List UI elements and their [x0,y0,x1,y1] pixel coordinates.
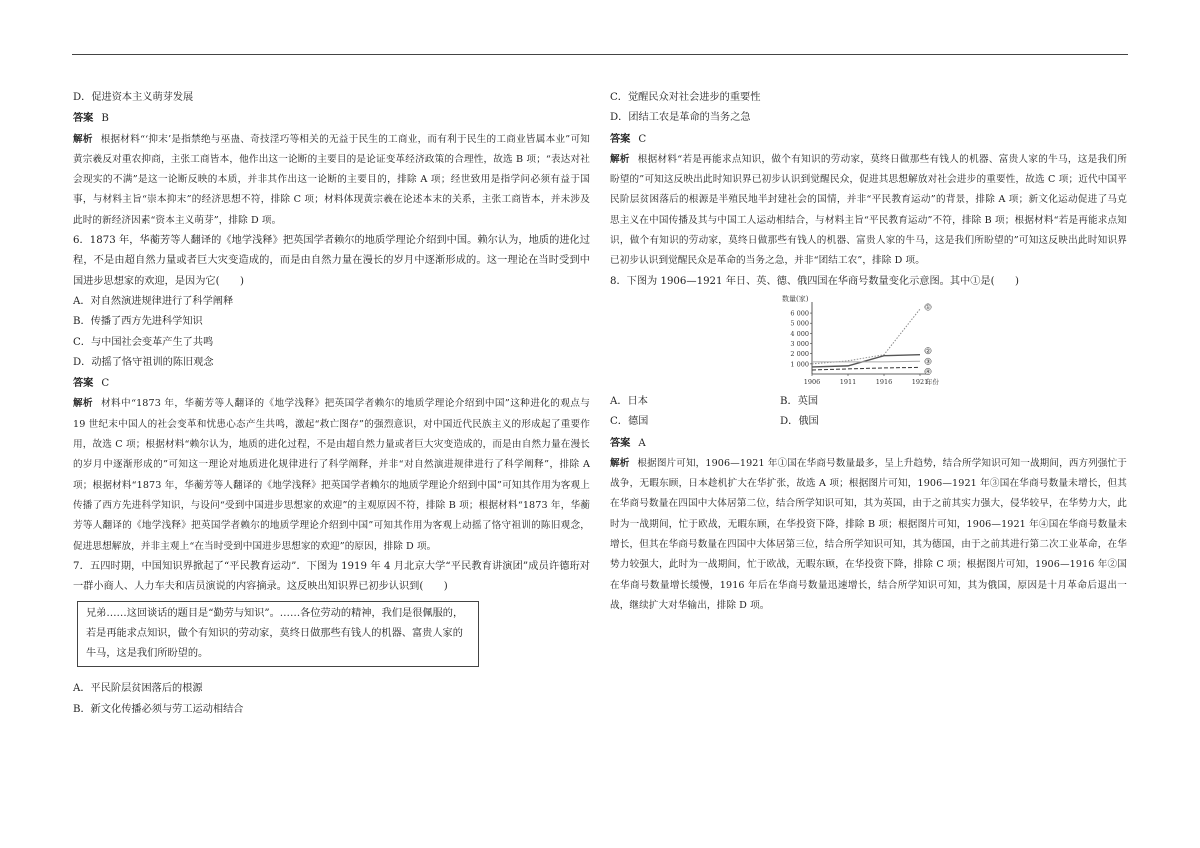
series-line-4 [812,367,920,370]
series-label-4: ④ [925,368,931,376]
y-tick-label: 4 000 [790,329,809,338]
q7-option-d: D．团结工农是革命的当务之急 [610,112,751,124]
q6-answer-value: C [101,378,110,390]
x-tick-label: 1906 [803,377,821,386]
y-tick-label: 2 000 [790,350,809,359]
q6-explanation-text: 材料中“1873 年，华蘅芳等人翻译的《地学浅释》把英国学者赖尔的地质学理论介绍到中国”这种进化的观点与 19 世纪末中国人的社会变革和忧患心态产生共鸣，激起“救亡图存”的强烈意识，对中国近代民族主义的形成起了重要作用，故选 C 项；根据材料“赖尔认为，地质的进化过程，不是由超自然力量或者巨大灾变造成的，而是由自然力量在漫长的岁月中逐渐形成的”可知这一理论对地质进化规律进行了科学阐释，并非“对自然演进规律进行了科学阐释”，排除 A 项；根据材料“1873 年，华蘅芳等人翻译的《地学浅释》把英国学者赖尔的地质学理论介绍到中国”可知其作用为客观上传播了西方先进科学知识，与设问“受到中国进步思想家的欢迎”的主观原因不符，排除 B 项；根据材料“1873 年，华蘅芳等人翻译的《地学浅释》把英国学者赖尔的地质学理论介绍到中国”可知其作用为客观上动摇了恪守祖训的陈旧观念，促进思想解放，并非主观上“在当时受到中国进步思想家的欢迎”的原因，排除 D 项。 [73,398,590,552]
y-tick-label: 3 000 [790,340,809,349]
q8-option-c: C．德国 [610,416,649,428]
q8-option-b: B．英国 [780,395,819,407]
q6-option-b: B．传播了西方先进科学知识 [73,316,203,328]
y-axis-label: 数量(家) [782,294,809,303]
series-line-3 [812,361,920,362]
q7-explanation-text: 根据材料“若是再能求点知识，做个有知识的劳动家，莫终日做那些有钱人的机器、富贵人家的牛马，这是我们所盼望的”可知这反映出此时知识界已初步认识到觉醒民众，促进其思想解放对社会进步的重要性，故选 C 项；近代中国平民阶层贫困落后的根源是半殖民地半封建社会的国情，并非“平民教育运动”的背景，排除 A 项；新文化运动促进了马克思主义在中国传播及其与中国工人运动相结合，与材料主旨“平民教育运动”不符，排除 B 项；根据材料“若是再能求点知识，做个有知识的劳动家，莫终日做那些有钱人的机器、富贵人家的牛马，这是我们所盼望的”可知这反映出此时知识界已初步认识到觉醒民众是革命的当务之急，并非“团结工农”，排除 D 项。 [610,153,1127,267]
explanation-label: 解析 [73,398,94,410]
q6-explanation [73,394,590,556]
q5-answer [73,108,590,129]
q7-stem: 7．五四时期，中国知识界掀起了“平民教育运动”．下图为 1919 年 4 月北京大学“平民教育讲演团”成员许德珩对一群小商人、人力车夫和店员演说的内容摘录。这反映出知识界已初步认识到( ) [73,560,590,593]
q5-explanation-text: 根据材料“‘抑末’是指禁绝与巫蛊、奇技淫巧等相关的无益于民生的工商业，而有利于民生的工商业皆属本业”可知黄宗羲反对重农抑商，主张工商皆本，他作出这一论断的主要目的是论证变革经济政策的合理性，故选 B 项；“表达对社会现实的不满”是这一论断反映的本质，并非其作出这一论断的主要目的，排除 A 项；经世致用是指学问必须有益于国事，与材料主旨“崇本抑末”的经济思想不符，排除 C 项；材料体现黄宗羲在论述本末的关系，主张工商皆本，并未涉及此时的新经济因素“资本主义萌芽”，排除 D 项。 [73,133,591,226]
q6-answer [73,373,590,394]
q8-options-row1 [610,392,1127,412]
series-line-2 [812,355,920,367]
q8-stem: 8．下图为 1906—1921 年日、英、德、俄四国在华商号数量变化示意图。其中①是( ) [610,275,1019,287]
q5-option-d: D．促进资本主义萌芽发展 [73,92,194,103]
q7-option-c: C．觉醒民众对社会进步的重要性 [610,92,761,103]
q7-answer-value: C [638,133,647,145]
explanation-label: 解析 [610,457,630,469]
q6-option-a: A．对自然演进规律进行了科学阐释 [73,295,234,307]
left-column [73,88,590,720]
x-tick-label: 1921 [911,377,929,386]
answer-label: 答案 [610,436,631,449]
q7-explanation [610,150,1127,272]
q6-stem: 6．1873 年，华蘅芳等人翻译的《地学浅释》把英国学者赖尔的地质学理论介绍到中国。赖尔认为，地质的进化过程，不是由超自然力量或者巨大灾变造成的，而是由自然力量在漫长的岁月中逐渐形成的。这一理论在当时受到中国进步思想家的欢迎，是因为它( ) [73,235,590,287]
q5-answer-value: B [101,113,109,125]
chart-svg [770,294,970,390]
q6-option-d: D．动摇了恪守祖训的陈旧观念 [73,356,214,368]
answer-label: 答案 [73,377,94,390]
q8-option-a: A．日本 [610,395,648,407]
x-tick-label: 1916 [875,377,893,386]
y-tick-label: 5 000 [790,319,809,328]
y-tick-label: 6 000 [790,309,809,318]
explanation-label: 解析 [610,153,630,165]
merchant-count-chart [770,294,970,390]
explanation-label: 解析 [73,133,93,145]
q6-option-c: C．与中国社会变革产生了共鸣 [73,336,214,348]
q5-explanation [73,130,590,231]
q7-option-b: B．新文化传播必须与劳工运动相结合 [73,703,244,715]
series-label-1: ① [925,304,931,312]
q8-answer-value: A [638,437,646,449]
q8-explanation [610,454,1127,616]
q7-quote-box: 兄弟……这回谈话的题目是“勤劳与知识”。……各位劳动的精神，我们是很佩服的，若是再能求点知识，做个有知识的劳动家，莫终日做那些有钱人的机器、富贵人家的牛马，这是我们所盼望的。 [77,601,479,667]
q8-option-d: D．俄国 [780,416,819,428]
q7-option-a: A．平民阶层贫困落后的根源 [73,683,203,695]
y-tick-label: 1 000 [790,360,809,369]
answer-label: 答案 [610,132,631,145]
series-label-2: ② [925,347,931,355]
q8-options-row2 [610,412,1127,432]
header-rule [72,54,1128,55]
x-axis-label: 年份 [926,377,939,386]
right-column [610,88,1127,616]
answer-label: 答案 [73,112,94,125]
x-tick-label: 1911 [839,377,857,386]
q8-explanation-text: 根据图片可知，1906—1921 年①国在华商号数量最多，呈上升趋势，结合所学知识可知一战期间，西方列强忙于战争，无暇东顾，日本趁机扩大在华扩张，故选 A 项；根据图片可知，1906—1921 年③国在华商号数量未增长，但其在华商号数量在四国中大体居第二位，结合所学知识可知，其为英国，由于之前其实力强大，侵华较早，在华势力大，此时为一战期间，忙于欧战，无暇东顾，在华投资下降，排除 B 项；根据图片可知，1906—1921 年④国在华商号数量未增长，但其在华商号数量在四国中大体居第三位，结合所学知识可知，其为德国，由于之前其进行第二次工业革命，在华势力较强大，此时为一战期间，忙于欧战，无暇东顾，在华投资下降，排除 C 项；根据图片可知，1906—1916 年②国在华商号数量增长缓慢，1916 年后在华商号数量迅速增长，结合所学知识可知，其为俄国，原因是十月革命后退出一战，继续扩大对华输出，排除 D 项。 [610,457,1128,611]
series-label-3: ③ [925,358,931,366]
q7-answer [610,129,1127,150]
q8-answer [610,433,1127,454]
